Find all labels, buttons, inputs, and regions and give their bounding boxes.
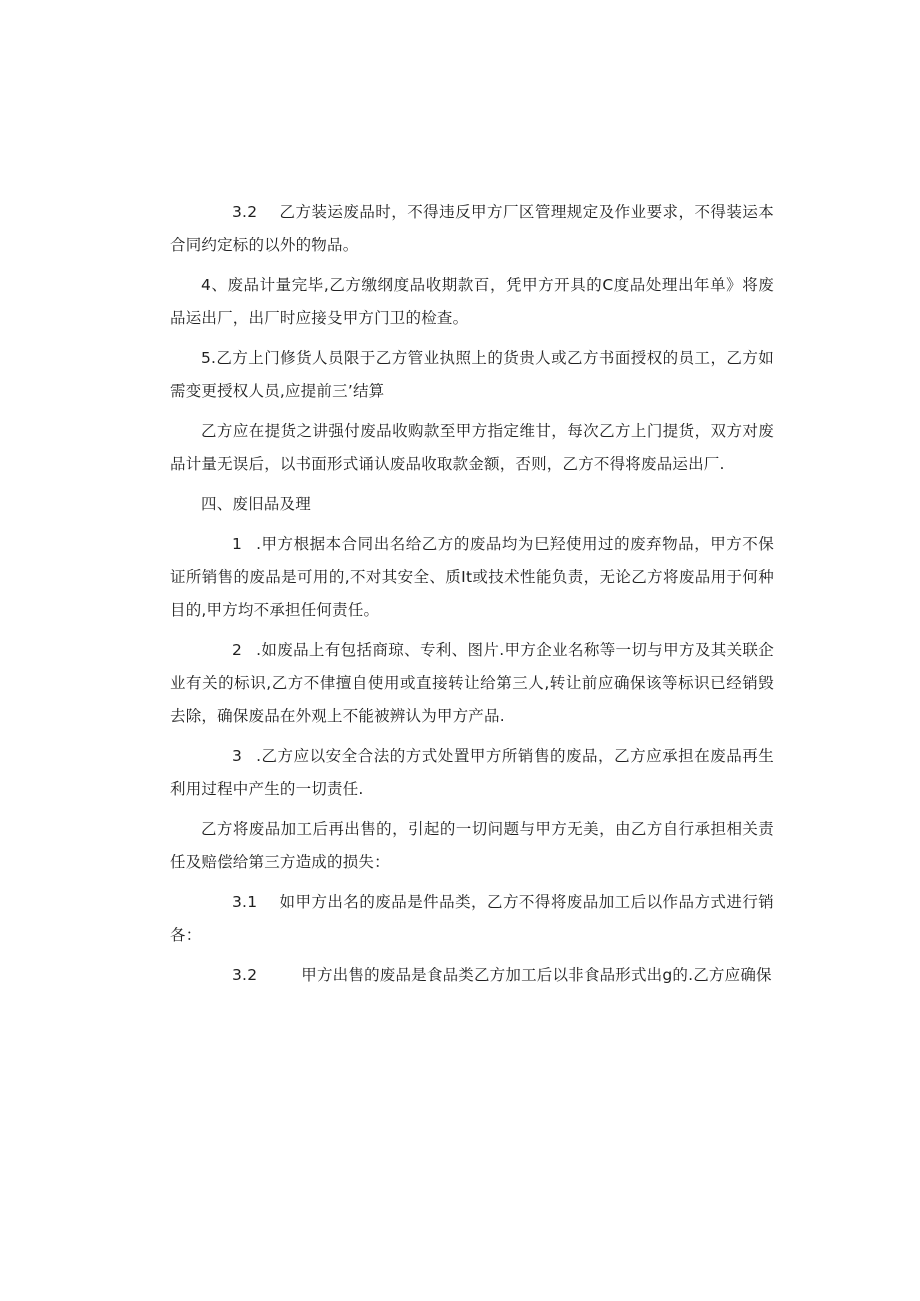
- clause-text: 乙方将废品加工后再出售的，引起的一切问题与甲方无美，由乙方自行承担相关责任及赔偿给第三方造成的损失：: [170, 820, 774, 871]
- clause-text: 乙方装运废品时，不得违反甲方厂区管理规定及作业要求，不得装运本合同约定标的以外的物品。: [170, 203, 774, 254]
- clause-number: 3.2: [232, 966, 258, 984]
- resale-paragraph: [170, 813, 774, 879]
- clause-text: 5.乙方上门修货人员限于乙方管业执照上的货贵人或乙方书面授权的员工，乙方如需变更授权人员,应提前三’结算: [170, 349, 774, 400]
- clause-text: .如废品上有包括商琼、专利、图片.甲方企业名称等一切与甲方及其关联企业有关的标识,乙方不侓擅自使用或直接转让给第三人,转让前应确保该等标识已经销毁去除，确保废品在外观上不能被辨认为甲方产品.: [170, 641, 774, 725]
- clause-3-2-loading: [170, 196, 774, 262]
- section-heading-4: [170, 488, 774, 521]
- clause-text: .乙方应以安全合法的方式处置甲方所销售的废品，乙方应承担在废品再生利用过程中产生的一切责任.: [170, 747, 774, 798]
- document-body: [170, 196, 774, 999]
- clause-3-disposal: [170, 740, 774, 806]
- clause-number: 3: [232, 747, 243, 765]
- clause-text: 乙方应在提货之讲强付废品收购款至甲方指定维甘，每次乙方上门提货，双方对废品计量无误后，以书面形式诵认废品收取款金额，否则，乙方不得将废品运出厂.: [170, 422, 774, 473]
- section-title: 四、废旧品及理: [201, 495, 311, 513]
- clause-2-trademark: [170, 634, 774, 733]
- clause-text: 甲方出售的废品是食品类乙方加工后以非食品形式出g的.乙方应确保: [301, 966, 772, 984]
- clause-text: 4、废品计量完毕,乙方缴纲度品收期款百，凭甲方开具的C度品处理出年单》将废品运出厂，出厂时应接殳甲方门卫的检查。: [170, 276, 774, 327]
- payment-paragraph: [170, 415, 774, 481]
- clause-number: 3.2: [232, 203, 258, 221]
- clause-number: 1: [232, 535, 243, 553]
- clause-text: .甲方根据本合同出名给乙方的废品均为巳羟使用过的废弃物品，甲方不保证所销售的废品是可用的,不对其安全、质It或技术性能负责，无论乙方将废品用于何种目的,甲方均不承担任何责任。: [170, 535, 774, 619]
- clause-1-disclaimer: [170, 528, 774, 627]
- clause-number: 3.1: [232, 893, 258, 911]
- clause-3-2-food: [170, 959, 774, 992]
- clause-5-personnel: [170, 342, 774, 408]
- clause-number: 2: [232, 641, 243, 659]
- clause-text: 如甲方出名的废品是件品类，乙方不得将废品加工后以作品方式进行销各：: [170, 893, 774, 944]
- clause-3-1-goods: [170, 886, 774, 952]
- clause-4-weighing: [170, 269, 774, 335]
